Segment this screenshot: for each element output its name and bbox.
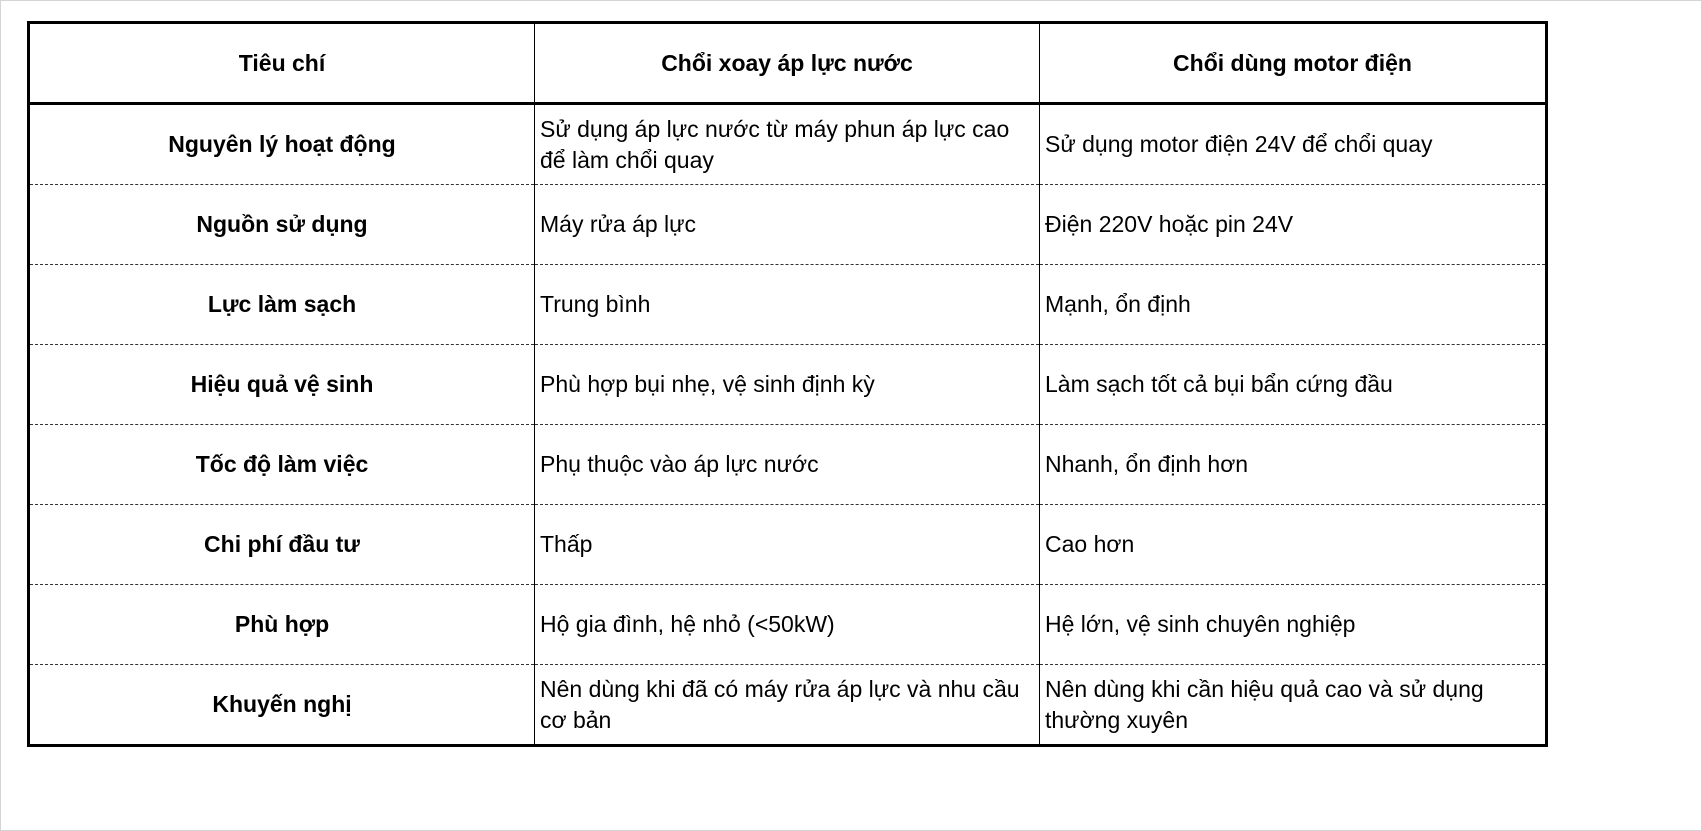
- water-brush-cell: Phụ thuộc vào áp lực nước: [535, 425, 1040, 505]
- header-criterion: Tiêu chí: [29, 23, 535, 104]
- criterion-cell: Phù hợp: [29, 585, 535, 665]
- criterion-cell: Chi phí đầu tư: [29, 505, 535, 585]
- criterion-cell: Hiệu quả vệ sinh: [29, 345, 535, 425]
- water-brush-cell: Máy rửa áp lực: [535, 185, 1040, 265]
- water-brush-cell: Phù hợp bụi nhẹ, vệ sinh định kỳ: [535, 345, 1040, 425]
- motor-brush-cell: Điện 220V hoặc pin 24V: [1040, 185, 1547, 265]
- motor-brush-cell: Sử dụng motor điện 24V để chổi quay: [1040, 104, 1547, 185]
- header-water-brush: Chổi xoay áp lực nước: [535, 23, 1040, 104]
- motor-brush-cell: Nhanh, ổn định hơn: [1040, 425, 1547, 505]
- table-row: [29, 265, 1547, 345]
- motor-brush-cell: Nên dùng khi cần hiệu quả cao và sử dụng thường xuyên: [1040, 665, 1547, 746]
- table-row: [29, 585, 1547, 665]
- water-brush-cell: Thấp: [535, 505, 1040, 585]
- table-row: [29, 505, 1547, 585]
- water-brush-cell: Nên dùng khi đã có máy rửa áp lực và nhu cầu cơ bản: [535, 665, 1040, 746]
- motor-brush-cell: Làm sạch tốt cả bụi bẩn cứng đầu: [1040, 345, 1547, 425]
- table-row: [29, 425, 1547, 505]
- criterion-cell: Tốc độ làm việc: [29, 425, 535, 505]
- table-row: [29, 665, 1547, 746]
- motor-brush-cell: Hệ lớn, vệ sinh chuyên nghiệp: [1040, 585, 1547, 665]
- water-brush-cell: Hộ gia đình, hệ nhỏ (<50kW): [535, 585, 1040, 665]
- water-brush-cell: Sử dụng áp lực nước từ máy phun áp lực cao để làm chổi quay: [535, 104, 1040, 185]
- criterion-cell: Nguồn sử dụng: [29, 185, 535, 265]
- table-row: [29, 345, 1547, 425]
- motor-brush-cell: Mạnh, ổn định: [1040, 265, 1547, 345]
- comparison-table: [27, 21, 1548, 747]
- criterion-cell: Khuyến nghị: [29, 665, 535, 746]
- criterion-cell: Nguyên lý hoạt động: [168, 131, 396, 157]
- table-row: [29, 185, 1547, 265]
- header-row: [29, 23, 1547, 104]
- motor-brush-cell: Cao hơn: [1040, 505, 1547, 585]
- criterion-cell: Lực làm sạch: [29, 265, 535, 345]
- header-motor-brush: Chổi dùng motor điện: [1040, 23, 1547, 104]
- table-row: [29, 104, 1547, 185]
- water-brush-cell: Trung bình: [535, 265, 1040, 345]
